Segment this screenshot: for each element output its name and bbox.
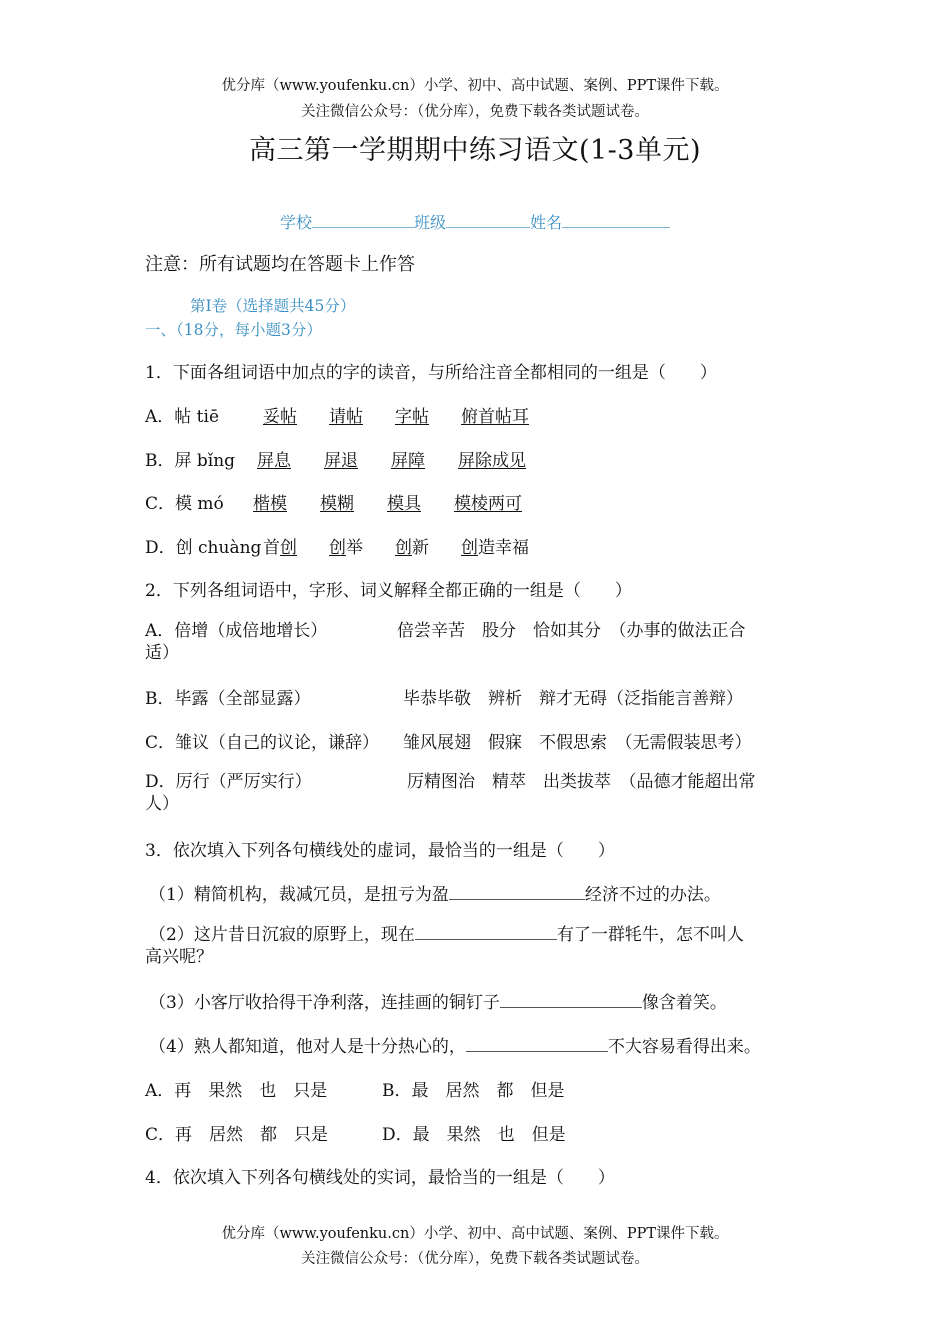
q1-d-word: 创举 [329,538,363,558]
q1-option-d[interactable] [145,533,529,558]
name-label: 姓名 [530,213,563,232]
q1-d-lead: D．创 chuàng [145,538,262,558]
q1-a-word: 俯首帖耳 [461,407,529,427]
q1-c-word: 模糊 [320,494,354,514]
q3-blank[interactable] [449,884,585,900]
q1-b-word: 屏障 [391,451,425,471]
q1-option-b[interactable] [145,446,526,471]
footer-line-1: 优分库（www.youfenku.cn）小学、初中、高中试题、案例、PPT课件下载。 [221,1226,729,1242]
q1-a-word: 妥帖 [263,407,297,427]
q1-b-word: 屏息 [257,451,291,471]
q1-d-word: 创造幸福 [461,538,529,558]
q1-a-lead: A．帖 tiē [145,407,220,427]
q1-option-c[interactable] [145,489,522,514]
part-heading: 一、（18分，每小题3分） [145,321,322,339]
q1-b-word: 屏除成见 [458,451,526,471]
q3-blank[interactable] [415,924,557,940]
q1-c-word: 模棱两可 [454,494,522,514]
q2-stem: 2．下列各组词语中，字形、词义解释全都正确的一组是（ ） [145,581,632,601]
q1-option-a[interactable] [145,402,529,427]
q3-sentence-2: （2）这片昔日沉寂的原野上，现在 有了一群牦牛，怎不叫人 高兴呢？ [145,925,744,967]
q3-sentence-1: （1）精简机构，裁减冗员，是扭亏为盈 经济不过的办法。 [149,885,721,905]
q1-stem: 1．下面各组词语中加点的字的读音，与所给注音全都相同的一组是（ ） [145,363,717,383]
q3-blank[interactable] [466,1036,608,1052]
q4-stem: 4．依次填入下列各句横线处的实词，最恰当的一组是（ ） [145,1168,615,1188]
q3-blank[interactable] [500,992,642,1008]
header-line-1: 优分库（www.youfenku.cn）小学、初中、高中试题、案例、PPT课件下载。 [221,78,729,94]
q3-choice-a[interactable]: A．再 果然 也 只是 [145,1081,328,1101]
q3-sentence-3: （3）小客厅收拾得干净利落，连挂画的铜钉子 像含着笑。 [149,993,727,1013]
name-blank[interactable] [562,213,670,228]
q2-option-a[interactable]: A．倍增（成倍地增长） 倍尝辛苦 股分 恰如其分 （办事的做法正合 适） [145,621,746,663]
q1-a-word: 请帖 [329,407,363,427]
q2-option-b[interactable]: B．毕露（全部显露） 毕恭毕敬 辨析 辩才无碍（泛指能言善辩） [145,689,743,709]
q1-c-word: 楷模 [253,494,287,514]
q1-a-word: 字帖 [395,407,429,427]
student-info-row [0,210,950,233]
q3-choice-b[interactable]: B．最 居然 都 但是 [382,1081,565,1101]
class-label: 班级 [413,213,446,232]
q1-d-word: 创新 [395,538,429,558]
class-blank[interactable] [446,213,530,228]
q2-option-c[interactable]: C．雏议（自己的议论，谦辞） 雏风展翅 假寐 不假思索 （无需假装思考） [145,733,752,753]
school-blank[interactable] [312,213,414,228]
q2-option-d[interactable]: D．厉行（严厉实行） 厉精图治 精萃 出类拔萃 （品德才能超出常 人） [145,772,756,814]
q3-choice-c[interactable]: C．再 居然 都 只是 [145,1125,329,1145]
page-title: 高三第一学期期中练习语文(1-3单元) [248,135,702,166]
q3-choices-row-1 [145,1076,565,1101]
volume-heading: 第Ⅰ卷（选择题共45分） [190,297,356,315]
q3-sentence-4: （4）熟人都知道，他对人是十分热心的， 不大容易看得出来。 [149,1037,761,1057]
q1-b-lead: B．屏 bǐng [145,451,236,471]
q3-choices-row-2 [145,1120,566,1145]
school-label: 学校 [279,213,312,232]
q1-c-lead: C．模 mó [145,494,224,514]
q1-c-word: 模具 [387,494,421,514]
q1-b-word: 屏退 [324,451,358,471]
q3-stem: 3．依次填入下列各句横线处的虚词，最恰当的一组是（ ） [145,841,615,861]
notice: 注意：所有试题均在答题卡上作答 [145,254,415,275]
q1-d-word: 首创 [263,538,297,558]
footer-line-2: 关注微信公众号：（优分库），免费下载各类试题试卷。 [301,1251,649,1267]
q3-choice-d[interactable]: D．最 果然 也 但是 [382,1125,566,1145]
header-line-2: 关注微信公众号：（优分库），免费下载各类试题试卷。 [301,104,649,120]
